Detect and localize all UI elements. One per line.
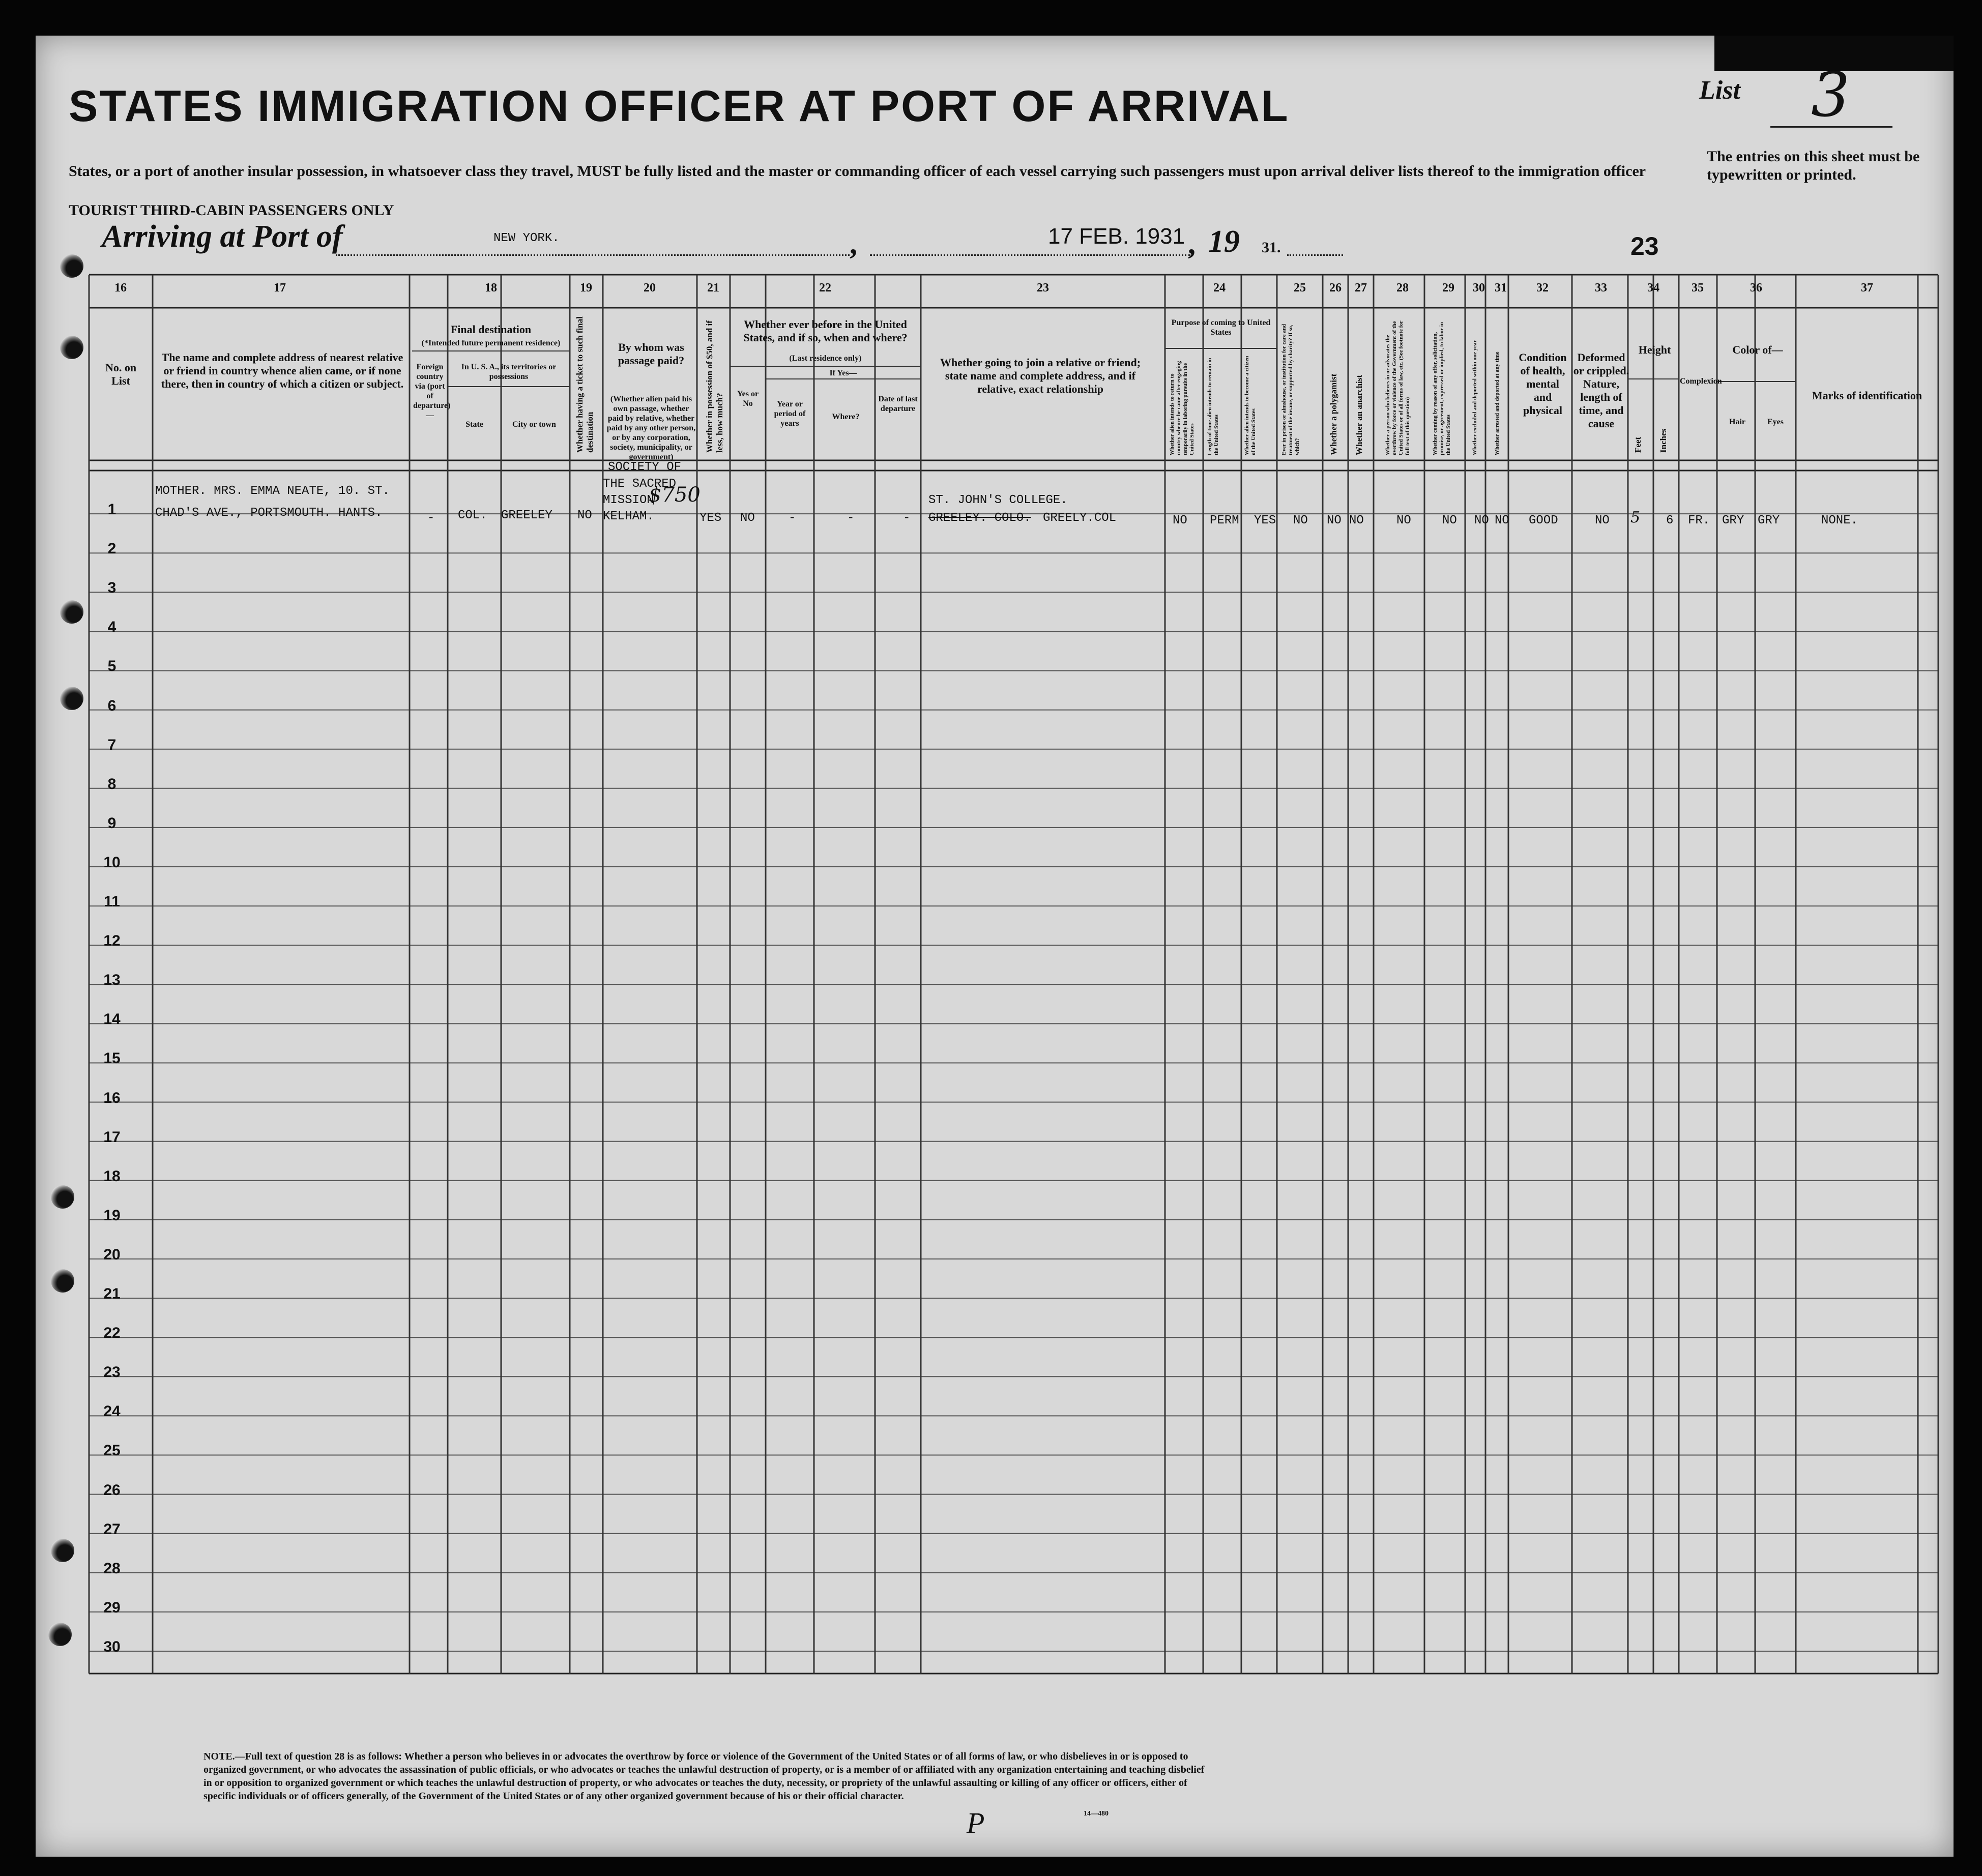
entries-note: The entries on this sheet must be typewritten or printed. (1707, 148, 1920, 183)
col-number: 17 (274, 281, 286, 295)
header-year-period: Year or period of years (774, 400, 806, 428)
col-number: 19 (580, 281, 592, 295)
header-ever-before-sub: (Last residence only) (789, 354, 862, 363)
row-number: 5 (107, 658, 116, 675)
col-number: 25 (1294, 281, 1306, 295)
list-label: List (1699, 76, 1740, 105)
form-code: 14—480 (1084, 1810, 1109, 1818)
header-passage-paid: By whom was passage paid? (618, 341, 685, 367)
col-number: 32 (1536, 281, 1549, 295)
footnote-question-28: NOTE.—Full text of question 28 is as follows: Whether a person who believes in or advocates the overthrow by force or violence of the Government of the United States or of all forms of law, or who disbelieves in or is opposed to organized government, or who advocates the assassination of public officials, or who advocates or teaches the unlawful destruction of property, or is a member of or affiliated with any organization entertaining and teaching disbelief in or opposition to organized government or which teaches the unlawful destruction of property, or who advocates or teaches the duty, necessity, or propriety of the unlawful assaulting or killing of any officer or officers, either of specific individuals or of officers generally, of the Government of the United States or of any other organized government because of his or their official character. (203, 1751, 1205, 1802)
joining-line2: GREELY.COL (1043, 511, 1117, 525)
where-value: - (847, 511, 855, 525)
row-number: 9 (107, 814, 116, 832)
col-number: 31 (1495, 281, 1507, 295)
header-ticket: Whether having a ticket to such final destination (575, 316, 595, 453)
col-number: 33 (1595, 281, 1607, 295)
row-number: 28 (103, 1560, 121, 1577)
row-number: 3 (107, 579, 116, 597)
header-labor-offer: Whether coming by reason of any offer, solicitation, promise, or agreement, expressed or implied, to labor in the United States (1432, 322, 1451, 455)
punch-hole-icon (51, 1185, 74, 1209)
row-number: 17 (103, 1128, 121, 1146)
row-number: 16 (103, 1089, 121, 1106)
row-number: 2 (107, 540, 116, 558)
health-value: GOOD (1529, 514, 1558, 527)
header-hair: Hair (1729, 418, 1745, 426)
header-passage-paid-sub: (Whether alien paid his own passage, whether paid by relative, whether paid by any other person, or by any corporation, society, municipality, or government) (606, 395, 696, 461)
header-foreign-country: Foreign country via (port of departure)— (413, 363, 451, 420)
header-anarchist: Whether an anarchist (1354, 374, 1364, 455)
relative-address-line2: CHAD'S AVE., PORTSMOUTH. HANTS. (155, 506, 383, 520)
list-number: 3 (1811, 60, 1850, 131)
joining-line1: ST. JOHN'S COLLEGE. (928, 493, 1068, 507)
tourist-class-line: TOURIST THIRD-CABIN PASSENGERS ONLY (69, 202, 394, 219)
return-value: NO (1173, 514, 1187, 527)
foreign-via: - (427, 511, 435, 525)
paid-by-line2: THE SACRED (603, 477, 677, 491)
arriving-label: Arriving at Port of (102, 219, 343, 254)
relative-address-line1: MOTHER. MRS. EMMA NEATE, 10. ST. (155, 484, 390, 498)
col-number: 29 (1442, 281, 1454, 295)
header-possession-50: Whether in possession of $50, and if less, how much? (705, 320, 724, 453)
comma: , (850, 227, 857, 260)
row-number: 20 (103, 1246, 121, 1263)
punch-hole-icon (60, 687, 83, 710)
punch-hole-icon (60, 600, 83, 624)
row-number: 30 (103, 1638, 121, 1655)
col-number: 28 (1396, 281, 1409, 295)
anarchist-value: NO (1349, 514, 1364, 527)
header-intends-return: Whether alien intends to return to country whence he came after engaging temporarily in laboring pursuits in the United States (1169, 361, 1195, 455)
port-value: NEW YORK. (493, 231, 560, 245)
col-number: 36 (1750, 281, 1762, 295)
has-50-value: YES (699, 511, 722, 525)
row-number: 6 (107, 697, 116, 714)
header-deported: Whether arrested and deported at any time (1494, 351, 1500, 455)
header-joining-relative: Whether going to join a relative or friend; state name and complete address, and if relative, exact relationship (940, 356, 1141, 395)
punch-hole-icon (51, 1269, 74, 1293)
date-stamp: 17 FEB. 1931 (1048, 224, 1185, 249)
col-number: 18 (485, 281, 497, 295)
page-title: STATES IMMIGRATION OFFICER AT PORT OF ARRIVAL (69, 82, 1290, 131)
col-number: 35 (1692, 281, 1704, 295)
row-number: 19 (103, 1207, 121, 1224)
header-if-yes: If Yes— (829, 369, 857, 377)
punch-hole-icon (48, 1623, 72, 1646)
header-complexion: Complexion (1680, 377, 1722, 386)
header-excluded: Whether excluded and deported within one year (1472, 340, 1478, 455)
header-yes-or-no: Yes or No (737, 390, 759, 408)
row-number: 25 (103, 1442, 121, 1459)
period-value: - (789, 511, 796, 525)
col-number: 20 (644, 281, 656, 295)
paid-by-line4: KELHAM. (603, 510, 654, 523)
passage-handwritten-amount: $750 (649, 483, 701, 507)
header-prison: Ever in prison or almshouse, or institution for care and treatment of the insane, or supported by charity? If so, which? (1281, 324, 1300, 455)
header-where: Where? (832, 413, 860, 421)
header-state: State (465, 420, 483, 429)
col-number: 30 (1473, 281, 1485, 295)
departure-value: - (903, 511, 911, 525)
header-ever-before: Whether ever before in the United States, and if so, when and where? (743, 318, 908, 344)
punch-hole-icon (60, 254, 83, 278)
header-color-of: Color of— (1732, 343, 1783, 356)
comma: , (1188, 227, 1196, 260)
col-number: 26 (1329, 281, 1342, 295)
manifest-sheet (36, 36, 1954, 1857)
header-feet: Feet (1633, 436, 1643, 453)
header-height: Height (1638, 343, 1671, 356)
row-number: 8 (107, 775, 116, 793)
polygamist-value: NO (1327, 514, 1342, 527)
before-us-value: NO (740, 511, 755, 525)
header-city: City or town (512, 420, 556, 429)
header-purpose: Purpose of coming to United States (1171, 318, 1271, 337)
col-number: 34 (1647, 281, 1659, 295)
deformed-value: NO (1595, 514, 1610, 527)
row-number: 24 (103, 1403, 121, 1420)
header-inches: Inches (1658, 428, 1668, 453)
row-number: 14 (103, 1011, 121, 1028)
year-value: 31. (1262, 239, 1281, 256)
eyes-value: GRY (1758, 514, 1780, 527)
complexion-value: FR. (1688, 514, 1710, 527)
header-length-stay: Length of time alien intends to remain in the United States (1207, 358, 1219, 455)
header-date-departure: Date of last departure (878, 395, 918, 413)
col-number: 27 (1355, 281, 1367, 295)
header-deformed: Deformed or crippled. Nature, length of time, and cause (1573, 351, 1629, 430)
row-number: 12 (103, 932, 121, 950)
header-eyes: Eyes (1767, 418, 1784, 426)
col-number: 21 (707, 281, 719, 295)
row-number: 22 (103, 1325, 121, 1342)
row-number: 10 (103, 854, 121, 871)
overthrow-value: NO (1396, 514, 1411, 527)
paid-by-line1: SOCIETY OF (608, 460, 682, 474)
header-no-on-list: No. on List (105, 361, 137, 387)
dest-state: COL. (458, 509, 487, 522)
deported-value: NO (1495, 514, 1509, 527)
header-final-destination: Final destination (450, 323, 532, 336)
ticket-value: NO (577, 509, 592, 522)
row-number: 7 (107, 736, 116, 753)
excluded-value: NO (1474, 514, 1489, 527)
length-value: PERM (1210, 514, 1239, 527)
row-number: 29 (103, 1599, 121, 1616)
col-number: 22 (819, 281, 831, 295)
row-number: 18 (103, 1167, 121, 1185)
row-number: 1 (107, 501, 116, 518)
row-number: 26 (103, 1481, 121, 1499)
year-dotted-line (1287, 254, 1343, 256)
header-polygamist: Whether a polygamist (1329, 373, 1338, 455)
col-number: 23 (1037, 281, 1049, 295)
hair-value: GRY (1722, 514, 1744, 527)
row-number: 21 (103, 1285, 121, 1302)
date-dotted-line (870, 254, 1190, 256)
col-number: 37 (1861, 281, 1873, 295)
inches-value: 6 (1666, 514, 1674, 527)
citizen-value: YES (1254, 514, 1276, 527)
joining-struck: GREELEY. COLO. (928, 511, 1031, 525)
paid-by-line3: MISSION (603, 493, 654, 507)
prison-value: NO (1293, 514, 1308, 527)
sheet-number: 23 (1630, 232, 1659, 260)
year-prefix: 19 (1208, 224, 1240, 259)
header-nearest-relative: The name and complete address of nearest relative or friend in country whence alien came, or if none there, then in country of which a citizen or subject. (161, 351, 404, 390)
header-in-usa: In U. S. A., its territories or possessions (461, 363, 557, 381)
row-number: 11 (104, 893, 120, 910)
row-number: 27 (103, 1520, 121, 1538)
row-number: 23 (103, 1364, 121, 1381)
dest-city: GREELEY (501, 509, 552, 522)
marks-value: NONE. (1821, 514, 1858, 527)
header-marks: Marks of identification (1812, 389, 1922, 402)
punch-hole-icon (51, 1539, 74, 1562)
row-number: 15 (103, 1050, 121, 1067)
row-number: 13 (103, 972, 121, 989)
intro-text: States, or a port of another insular possession, in whatsoever class they travel, MUST be fully listed and the master or commanding officer of each vessel carrying such passengers must upon arrival deliver lists thereof to the immigration officer (69, 163, 1646, 180)
header-overthrow: Whether a person who believes in or advocates the overthrow by force or violence of the Government of the United States or of all forms of law, etc. (See footnote for full text of this question) (1385, 320, 1411, 455)
header-health: Condition of health, mental and physical (1519, 351, 1567, 417)
punch-hole-icon (60, 336, 83, 359)
row-number: 4 (107, 619, 116, 636)
col-number: 16 (114, 281, 127, 295)
header-final-destination-sub: (*Intended future permanent residence) (421, 339, 561, 347)
handwritten-mark: P (967, 1806, 985, 1839)
port-dotted-line (336, 254, 850, 256)
header-become-citizen: Whether alien intends to become a citizen of the United States (1244, 356, 1257, 455)
feet-value: 5 (1630, 509, 1641, 526)
labor-offer-value: NO (1442, 514, 1457, 527)
col-number: 24 (1213, 281, 1226, 295)
